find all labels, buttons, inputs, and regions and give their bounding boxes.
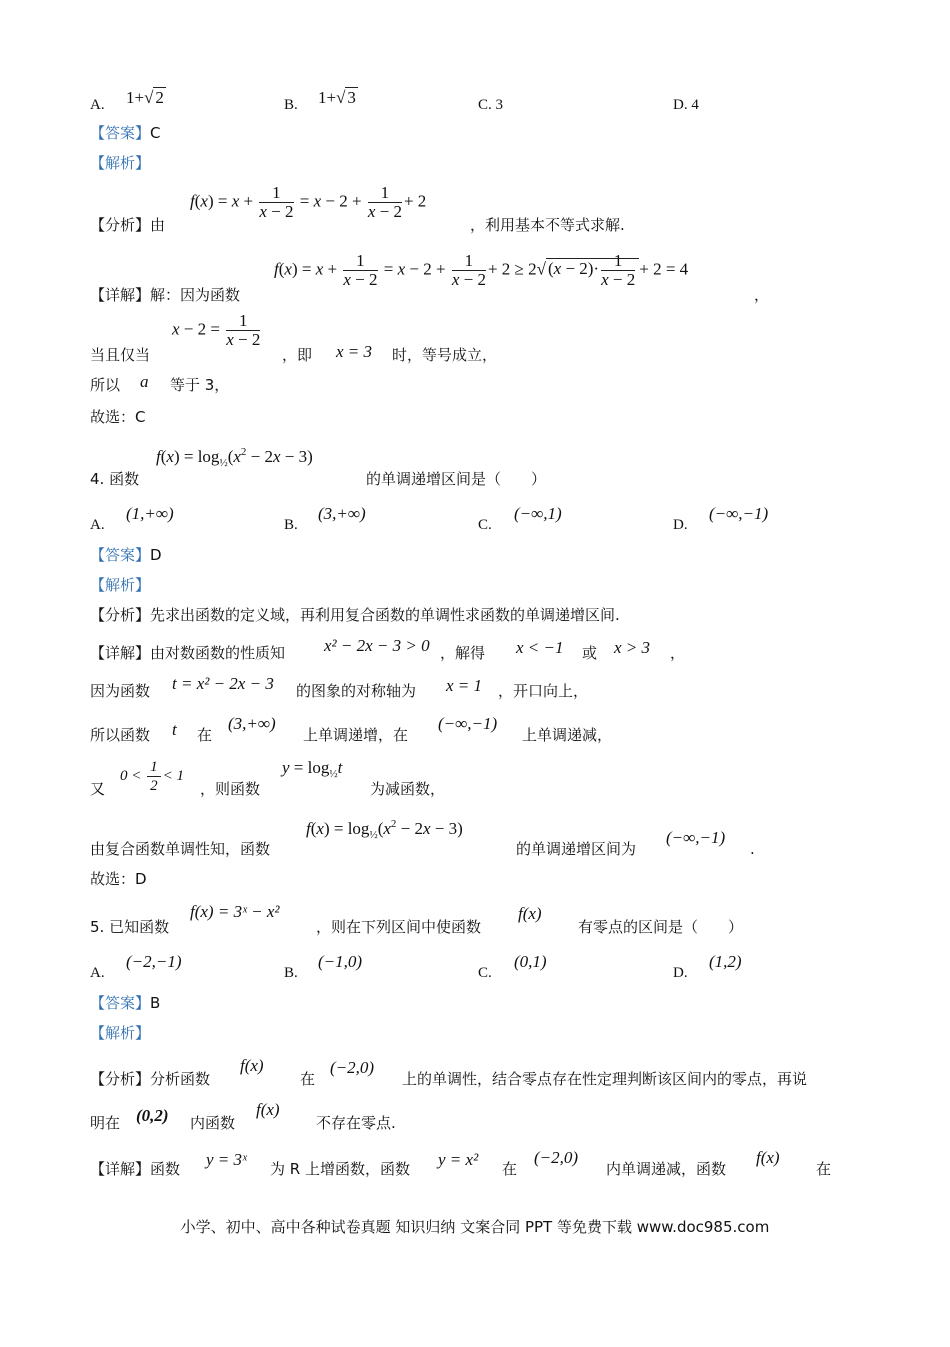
- q4-jiexi-tag: 【解析】: [90, 576, 151, 594]
- q5-fx2-post: 不存在零点.: [316, 1114, 396, 1132]
- q5-opt-c-val: (0,1): [514, 952, 547, 971]
- q4-xj4-ineq: 0 < $\frac{1}{2}$ < 1: [120, 759, 184, 794]
- q5-xj-y2: y = x²: [438, 1150, 479, 1169]
- q4-xj1-end: ，: [670, 644, 686, 662]
- q4-xj3-t: t: [172, 720, 177, 739]
- fx1-text: 分析函数: [150, 1070, 211, 1088]
- q4-opt-b: B.: [284, 517, 298, 533]
- q4-opt-d: D.: [673, 517, 688, 533]
- q4-stem-pre: 4. 函数: [90, 470, 140, 488]
- q4-xj4-log: $y = \log_{\frac{1}{2}}t$: [282, 758, 343, 780]
- q4-stem-post: 的单调递增区间是（ ）: [366, 470, 547, 488]
- q3-fenxi-formula: f(x) = x + $\frac{1}{x - 2}$ = x − 2 + $\frac{1}{x - 2}$ + 2: [190, 183, 427, 221]
- q5-opt-b: B.: [284, 965, 298, 981]
- q5-xj-m1: 为 R 上增函数，函数: [270, 1160, 410, 1178]
- q5-fx1-f: f(x): [240, 1056, 264, 1075]
- q4-opt-a: A.: [90, 517, 105, 533]
- q4-opt-a-val: (1,+∞): [126, 504, 174, 523]
- q4-xj3-in: 在: [197, 726, 213, 744]
- option-c: C. 3: [478, 97, 504, 113]
- q5-stem-fx: f(x) = 3ˣ − x²: [190, 902, 280, 921]
- q3-choose: 故选：C: [90, 408, 146, 426]
- answer-value: D: [150, 546, 162, 564]
- q5-fx1-post: 上的单调性，结合零点存在性定理判断该区间内的零点，再说: [402, 1070, 808, 1088]
- q4-stem-formula: $f(x) = \log_{\frac{1}{2}}(x^2 - 2x - 3)$: [156, 446, 313, 469]
- q4-xj5-mid: 的单调递增区间为: [516, 840, 637, 858]
- q4-xj1-or: 或: [582, 644, 598, 662]
- q5-opt-c: C.: [478, 965, 492, 981]
- xiangjie-tag: 【详解】: [90, 286, 151, 304]
- q5-opt-a: A.: [90, 965, 105, 981]
- q4-xj3-int2: (−∞,−1): [438, 714, 498, 733]
- q5-stem-mid: ，则在下列区间中使函数: [316, 918, 482, 936]
- q5-options: [0, 948, 950, 992]
- q4-xj3-post: 上单调递减，: [522, 726, 613, 744]
- q5-xj-pre: [90, 1160, 180, 1178]
- q4-xj1-pre: [90, 644, 285, 662]
- q5-opt-d-val: (1,2): [709, 952, 742, 971]
- q4-xj5-formula: $f(x) = \log_{\frac{1}{2}}(x^2 - 2x - 3)$: [306, 818, 463, 841]
- q4-xj3-pre: 所以函数: [90, 726, 151, 744]
- q3-eq-pre: 当且仅当: [90, 346, 151, 364]
- q5-opt-d: D.: [673, 965, 688, 981]
- fenxi-text: 先求出函数的定义域，再利用复合函数的单调性求函数的单调递增区间.: [150, 606, 620, 624]
- q5-xj-f: f(x): [756, 1148, 780, 1167]
- q4-opt-d-val: (−∞,−1): [709, 504, 769, 523]
- q3-xiangjie-formula: f(x) = x + $\frac{1}{x - 2}$ = x − 2 + $\frac{1}{x - 2}$ + 2 ≥ 2√ (x − 2)· $\frac{1}{x - 2}$ + 2 = 4: [274, 251, 689, 289]
- q5-stem-post: 有零点的区间是（ ）: [578, 918, 744, 936]
- q3-answer: [90, 124, 161, 142]
- q4-answer: [90, 546, 162, 564]
- q4-fenxi: [90, 606, 620, 624]
- q5-stem-f: f(x): [518, 904, 542, 923]
- q3-xiangjie-post: ，: [754, 286, 770, 304]
- q5-fx2-int: (0,2): [136, 1106, 169, 1125]
- q4-xj1-r1: x < −1: [516, 638, 564, 657]
- answer-value: B: [150, 994, 161, 1012]
- q5-fx1-in: 在: [300, 1070, 316, 1088]
- q4-xj4-post: 为减函数，: [370, 780, 446, 798]
- answer-value: C: [150, 124, 161, 142]
- q5-fx1-pre: [90, 1070, 210, 1088]
- answer-tag: 【答案】: [90, 994, 151, 1012]
- q3-eq-x: x = 3: [336, 342, 373, 361]
- q3-so-a: a: [140, 372, 149, 391]
- q5-xj-post: 在: [816, 1160, 832, 1178]
- q4-xj2-axis: x = 1: [446, 676, 483, 695]
- xj1-text: 由对数函数的性质知: [150, 644, 286, 662]
- xiangjie-tag: 【详解】: [90, 1160, 151, 1178]
- fenxi-tag: 【分析】: [90, 216, 151, 234]
- q4-xj2-post: ，开口向上，: [498, 682, 589, 700]
- page-footer: 小学、初中、高中各种试卷真题 知识归纳 文案合同 PPT 等免费下载 www.doc985.com: [180, 1218, 770, 1236]
- fenxi-pre: 由: [150, 216, 166, 234]
- answer-tag: 【答案】: [90, 124, 151, 142]
- q4-xj3-mid: 上单调递增，在: [303, 726, 409, 744]
- q4-xj5-pre: 由复合函数单调性知，函数: [90, 840, 271, 858]
- q4-xj4-mid: ，则函数: [200, 780, 261, 798]
- xiangjie-pre: 解：因为函数: [150, 286, 241, 304]
- q5-stem-pre: 5. 已知函数: [90, 918, 170, 936]
- q5-fx1-int: (−2,0): [330, 1058, 375, 1077]
- q5-opt-a-val: (−2,−1): [126, 952, 182, 971]
- q4-xj2-pre: 因为函数: [90, 682, 151, 700]
- q4-opt-c: C.: [478, 517, 492, 533]
- q4-choose: 故选：D: [90, 870, 147, 888]
- q4-xj3-int1: (3,+∞): [228, 714, 276, 733]
- option-b-value: 1+√ 3: [318, 88, 356, 107]
- q4-xj1-r2: x > 3: [614, 638, 651, 657]
- q4-xj4-pre: 又: [90, 780, 106, 798]
- q4-xj5-post: .: [750, 840, 755, 858]
- q4-opt-b-val: (3,+∞): [318, 504, 366, 523]
- option-d: D. 4: [673, 97, 699, 113]
- q4-xj2-mid: 的图象的对称轴为: [296, 682, 417, 700]
- q5-xj-int: (−2,0): [534, 1148, 579, 1167]
- option-a-value: 1+√ 2: [126, 88, 164, 107]
- q4-opt-c-val: (−∞,1): [514, 504, 562, 523]
- q3-options: [0, 84, 950, 128]
- q5-xj-m3: 内单调递减，函数: [606, 1160, 727, 1178]
- q3-jiexi-tag: 【解析】: [90, 154, 151, 172]
- q5-fx2-mid: 内函数: [190, 1114, 236, 1132]
- q5-xj-m2: 在: [502, 1160, 518, 1178]
- xiangjie-tag: 【详解】: [90, 644, 151, 662]
- option-b-label: B.: [284, 97, 298, 113]
- q4-xj2-t: t = x² − 2x − 3: [172, 674, 274, 693]
- q5-fx2-f: f(x): [256, 1100, 280, 1119]
- option-a-label: A.: [90, 97, 105, 113]
- q4-options: [0, 500, 950, 544]
- answer-tag: 【答案】: [90, 546, 151, 564]
- q3-so-pre: 所以: [90, 376, 121, 394]
- q3-eq-formula: x − 2 = $\frac{1}{x - 2}$: [172, 311, 261, 349]
- q3-eq-post: 时，等号成立，: [392, 346, 498, 364]
- q4-xj1-mid: ，解得: [440, 644, 486, 662]
- q5-opt-b-val: (−1,0): [318, 952, 363, 971]
- q3-fenxi: [90, 216, 165, 234]
- q3-eq-mid: ，即: [282, 346, 313, 364]
- q5-fx2-pre: 明在: [90, 1114, 121, 1132]
- q5-jiexi-tag: 【解析】: [90, 1024, 151, 1042]
- q5-xj-y1: y = 3ˣ: [206, 1150, 247, 1169]
- q3-fenxi-post: ，利用基本不等式求解.: [470, 216, 625, 234]
- fenxi-tag: 【分析】: [90, 1070, 151, 1088]
- q3-so-post: 等于 3，: [170, 376, 230, 394]
- xj-text: 函数: [150, 1160, 181, 1178]
- q3-xiangjie: [90, 286, 240, 304]
- q5-answer: [90, 994, 160, 1012]
- q4-xj5-int: (−∞,−1): [666, 828, 726, 847]
- q4-xj1-ineq: x² − 2x − 3 > 0: [324, 636, 430, 655]
- fenxi-tag: 【分析】: [90, 606, 151, 624]
